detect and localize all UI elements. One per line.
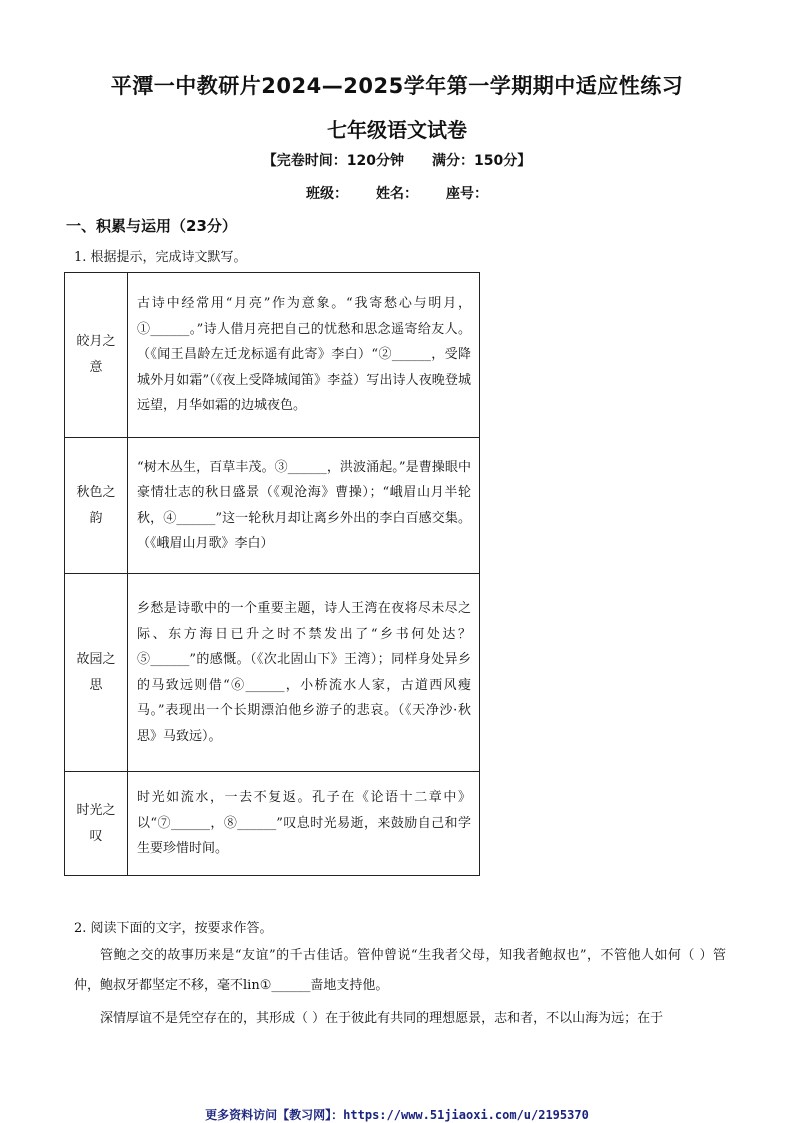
question-1-prompt: 1. 根据提示，完成诗文默写。 <box>74 250 247 265</box>
row-label-line: 意 <box>89 360 103 375</box>
section-heading: 一、积累与运用（23分） <box>66 217 237 235</box>
seat-label: 座号： <box>446 186 488 202</box>
reading-paragraph-2: 深情厚谊不是凭空存在的，其形成（ ）在于彼此有共同的理想愿景，志和者，不以山海为远；在于 <box>100 1011 664 1026</box>
student-info <box>0 183 794 203</box>
row-text: “树木丛生，百草丰茂。③______，洪波涌起。”是曹操眼中豪情壮志的秋日盛景（《观沧海》曹操）；“峨眉山月半轮秋，④______”这一轮秋月却让离乡外出的李白百感交集。（《峨眉山月歌》李白） <box>128 438 480 574</box>
class-label: 班级： <box>306 186 348 202</box>
exam-info <box>0 150 794 170</box>
row-text: 古诗中经常用“月亮”作为意象。“我寄愁心与明月，①______。”诗人借月亮把自己的忧愁和思念遥寄给友人。（《闻王昌龄左迁龙标遥有此寄》李白）“②______，受降城外月如霜”（《夜上受降城闻笛》李益）写出诗人夜晚登城远望，月华如霜的边城夜色。 <box>128 273 480 438</box>
row-text: 乡愁是诗歌中的一个重要主题，诗人王湾在夜将尽未尽之际、东方海日已升之时不禁发出了“乡书何处达？⑤______”的感慨。（《次北固山下》王湾）；同样身处异乡的马致远则借“⑥______，小桥流水人家，古道西风瘦马。”表现出一个长期漂泊他乡游子的悲哀。（《天净沙·秋思》马致远）。 <box>128 574 480 772</box>
exam-title: 平潭一中教研片2024—2025学年第一学期期中适应性练习 <box>110 74 684 98</box>
time-info: 【完卷时间：120分钟 <box>262 153 404 169</box>
row-label-line: 时光之 <box>76 802 116 818</box>
row-label-line: 韵 <box>89 510 103 526</box>
row-label-line: 秋色之 <box>76 484 116 500</box>
table-row <box>65 438 480 574</box>
row-label <box>65 273 128 438</box>
table-row <box>65 273 480 438</box>
name-label: 姓名： <box>376 186 418 202</box>
reading-paragraph-1: 管鲍之交的故事历来是“友谊”的千古佳话。管仲曾说“生我者父母，知我者鲍叔也”，不管他人如何（ ）管仲，鲍叔牙都坚定不移，毫不lin①______啬地支持他。 <box>74 948 726 993</box>
footer-link[interactable]: 更多资料访问【教习网】：https://www.51jiaoxi.com/u/2195370 <box>205 1108 589 1122</box>
table-row <box>65 574 480 772</box>
row-label-line: 叹 <box>89 828 103 844</box>
exam-subtitle: 七年级语文试卷 <box>327 118 467 142</box>
row-text: 时光如流水，一去不复返。孔子在《论语十二章中》以“⑦______，⑧______”叹息时光易逝，来鼓励自己和学生要珍惜时间。 <box>128 772 480 876</box>
score-info: 满分：150分】 <box>432 153 532 169</box>
row-label <box>65 574 128 772</box>
table-row <box>65 772 480 876</box>
row-label-line: 思 <box>89 677 103 693</box>
poem-table <box>64 272 480 876</box>
row-label-line: 故园之 <box>76 651 116 667</box>
row-label <box>65 772 128 876</box>
row-label-line: 皎月之 <box>76 334 116 349</box>
question-2-prompt: 2. 阅读下面的文字，按要求作答。 <box>74 921 273 936</box>
row-label <box>65 438 128 574</box>
